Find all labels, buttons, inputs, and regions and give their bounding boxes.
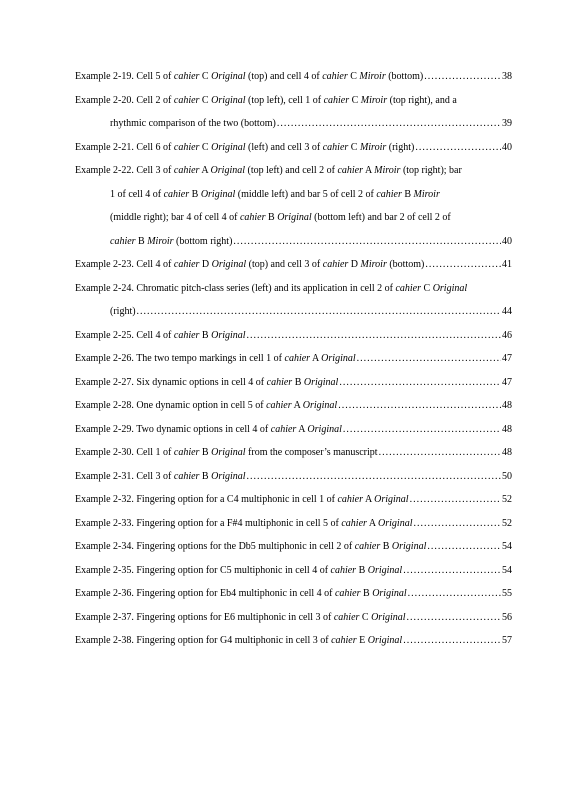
italic-term: cahier [173,71,200,82]
page-number: 52 [502,517,512,529]
title-text: B [135,235,148,247]
page-number: 40 [502,235,512,247]
italic-term: Original [200,188,236,200]
title-text: A [363,494,375,505]
title-text: Example 2-32. Fingering option for a C4 multiphonic in cell 1 of [75,494,338,505]
title-text: Example 2-23. Cell 4 of [75,259,174,270]
page-number: 57 [502,635,512,646]
italic-term: Original [211,470,246,482]
title-text: B [199,447,212,458]
italic-term: cahier [333,611,360,623]
toc-entry[interactable] [75,399,512,413]
italic-term: Original [367,635,403,646]
title-text: C [349,94,361,106]
italic-term: cahier [323,94,350,106]
title-text: B [265,212,278,223]
italic-term: Original [371,611,406,623]
italic-term: Original [211,259,247,270]
toc-entry-title [75,587,407,601]
title-text: Example 2-28. One dynamic option in cell 5 of [75,400,267,411]
toc-entry-title [110,212,451,223]
title-text: C [199,141,212,153]
toc-entry-title [110,305,136,319]
title-text: Example 2-27. Six dynamic options in cell 4 of [75,376,267,388]
page-number: 48 [502,447,512,458]
dot-leader [379,446,501,460]
toc-entry-title [75,470,246,484]
toc-entry[interactable] [75,329,512,343]
italic-term: Original [302,400,338,411]
italic-term: Original [372,588,407,599]
toc-entry-line [75,70,512,84]
title-text: D [348,259,361,270]
title-text: B [356,564,368,576]
italic-term: Original [211,94,246,106]
title-text: A [296,423,308,435]
italic-term: cahier [284,353,311,364]
italic-term: Original [211,71,246,82]
title-text: Example 2-33. Fingering option for a F#4 multiphonic in cell 5 of [75,517,342,529]
title-text: (bottom) [385,71,424,82]
title-text: Example 2-38. Fingering option for G4 multiphonic in cell 3 of [75,635,332,646]
italic-term: Original [378,517,413,529]
title-text: B [189,188,201,200]
title-text: Example 2-19. Cell 5 of [75,71,174,82]
title-text: Example 2-37. Fingering options for E6 multiphonic in cell 3 of [75,611,334,623]
title-text: C [421,282,433,294]
italic-term: Original [211,141,246,153]
dot-leader [357,352,501,366]
italic-term: cahier [341,517,367,529]
dot-leader [425,258,501,272]
toc-entry[interactable] [75,587,512,601]
title-text: A [366,517,379,529]
dot-leader [410,493,501,507]
title-text: from the composer’s manuscript [245,447,378,458]
italic-term: cahier [376,188,402,200]
italic-term: cahier [322,259,349,270]
dot-leader [407,611,501,625]
title-text: rhythmic comparison of the two (bottom) [110,118,276,129]
italic-term: cahier [173,329,200,341]
italic-term: Miroir [360,94,388,106]
title-text: (bottom left) and bar 2 of cell 2 of [311,212,451,223]
toc-entry-line [75,258,512,272]
toc-entry-title [75,611,406,625]
italic-term: Miroir [413,188,440,200]
title-text: C [199,71,212,82]
title-text: B [401,188,414,200]
title-text: Example 2-34. Fingering options for the Db5 multiphonic in cell 2 of [75,541,355,552]
toc-entry-line [75,493,512,507]
italic-term: cahier [322,71,348,82]
title-text: D [199,259,212,270]
toc-entry-title [75,141,414,155]
italic-term: cahier [266,400,292,411]
toc-entry-title [110,189,440,200]
toc-entry[interactable] [75,423,512,437]
toc-entry-title [75,352,356,366]
dot-leader [403,634,501,648]
dot-leader [415,141,501,155]
title-text: B [199,329,212,341]
toc-entry-title [75,283,467,294]
toc-entry-line [75,446,512,460]
dot-leader [137,305,501,319]
dot-leader [427,540,501,554]
dot-leader [277,117,501,131]
toc-entry-line [75,587,512,601]
page-number: 47 [502,353,512,364]
italic-term: Miroir [374,165,401,176]
italic-term: Original [432,282,468,294]
toc-entry[interactable] [75,94,512,132]
italic-term: cahier [173,94,200,106]
italic-term: Miroir [360,259,387,270]
toc-entry-title [75,493,409,507]
toc-entry[interactable] [75,611,512,625]
title-text: A [291,400,303,411]
toc-entry-line [75,376,512,390]
title-text: (bottom right) [173,235,233,247]
page-number: 54 [502,564,512,576]
title-text: Example 2-26. The two tempo markings in cell 1 of [75,353,285,364]
toc-entry-title [75,634,402,648]
toc-entry-title [75,423,342,437]
toc-entry-title [110,117,276,131]
dot-leader [338,399,501,413]
toc-entry-title [75,95,457,106]
page-number: 55 [502,588,512,599]
italic-term: cahier [163,188,190,200]
italic-term: Original [211,447,246,458]
title-text: C [199,94,212,106]
italic-term: Miroir [359,141,387,153]
title-text: C [359,611,372,623]
toc-entry[interactable] [75,141,512,155]
toc-entry[interactable] [75,540,512,554]
toc-entry-line [75,399,512,413]
toc-entry[interactable] [75,634,512,648]
dot-leader [339,376,501,390]
toc-entry-title [75,258,424,272]
toc-entry-line [75,423,512,437]
italic-term: cahier [354,541,381,552]
toc-entry-line [75,94,512,108]
toc-entry-line [75,352,512,366]
toc-entry-line [110,188,512,202]
page-number: 48 [502,423,512,435]
italic-term: cahier [173,259,200,270]
title-text: Example 2-30. Cell 1 of [75,447,174,458]
title-text: C [348,141,360,153]
toc-entry[interactable] [75,493,512,507]
title-text: Example 2-21. Cell 6 of [75,141,174,153]
toc-entry-line [110,235,512,249]
italic-term: Original [277,212,312,223]
title-text: (top) and cell 3 of [246,259,323,270]
toc-entry-line [75,470,512,484]
italic-term: cahier [334,588,361,599]
dot-leader [233,235,501,249]
italic-term: Original [374,494,409,505]
italic-term: Original [321,353,356,364]
title-text: (top right); bar [400,165,462,176]
toc-entry-line [75,164,512,178]
title-text: (left) and cell 3 of [245,141,323,153]
toc-entry[interactable] [75,376,512,390]
italic-term: cahier [173,141,200,153]
toc-entry[interactable] [75,70,512,84]
title-text: (top left), cell 1 of [245,94,324,106]
italic-term: cahier [322,141,349,153]
italic-term: cahier [173,447,200,458]
title-text: (bottom) [386,259,425,270]
title-text: A [199,165,211,176]
toc-entry[interactable] [75,517,512,531]
toc-entry-title [75,70,423,84]
italic-term: cahier [337,494,364,505]
toc-entry-line [75,540,512,554]
dot-leader [343,423,501,437]
page-number: 48 [502,400,512,411]
page-number: 46 [502,329,512,341]
italic-term: cahier [110,235,136,247]
title-text: (middle left) and bar 5 of cell 2 of [235,188,377,200]
italic-term: cahier [395,282,422,294]
title-text: Example 2-25. Cell 4 of [75,329,174,341]
title-text: B [360,588,373,599]
dot-leader [424,70,501,84]
title-text: B [292,376,304,388]
title-text: Example 2-20. Cell 2 of [75,94,174,106]
page-number: 54 [502,541,512,552]
toc-entry-line [75,517,512,531]
page-number: 47 [502,376,512,388]
title-text: (middle right); bar 4 of cell 4 of [110,212,240,223]
toc-entry-line [75,141,512,155]
dot-leader [247,329,501,343]
toc-entry-title [75,446,378,460]
toc-entry-line [75,611,512,625]
title-text: (top right), and a [387,94,457,106]
toc-entry-line [110,211,512,225]
page-number: 52 [502,494,512,505]
title-text: 1 of cell 4 of [110,188,164,200]
toc-entry-title [75,376,338,390]
toc-entry-line [110,117,512,131]
italic-term: cahier [337,165,364,176]
italic-term: cahier [330,564,357,576]
title-text: Example 2-24. Chromatic pitch-class series (left) and its application in cell 2 of [75,282,396,294]
title-text: Example 2-35. Fingering option for C5 multiphonic in cell 4 of [75,564,331,576]
italic-term: Miroir [147,235,174,247]
title-text: (top) and cell 4 of [245,71,323,82]
toc-entry-line [110,305,512,319]
italic-term: Original [211,329,246,341]
title-text: A [310,353,322,364]
italic-term: Original [307,423,342,435]
italic-term: Original [303,376,339,388]
toc-entry-title [110,235,232,249]
title-text: (top left) and cell 2 of [245,165,338,176]
italic-term: cahier [270,423,297,435]
page-number: 56 [502,611,512,623]
italic-term: Original [391,541,427,552]
title-text: A [363,165,375,176]
toc-entry-line [75,634,512,648]
title-text: C [347,71,360,82]
toc-entry[interactable] [75,446,512,460]
toc-entry-line [75,282,512,296]
italic-term: cahier [266,376,293,388]
toc-entry[interactable] [75,164,512,249]
dot-leader [408,587,501,601]
toc-entry-title [75,329,246,343]
italic-term: cahier [173,165,200,176]
page-number: 38 [502,71,512,82]
page-number: 44 [502,306,512,317]
dot-leader [403,564,501,578]
toc-entry[interactable] [75,282,512,320]
toc-entry[interactable] [75,352,512,366]
title-text: B [199,470,212,482]
title-text: (right) [110,306,136,317]
page-number: 40 [502,141,512,153]
page-number: 39 [502,118,512,129]
title-text: Example 2-36. Fingering option for Eb4 multiphonic in cell 4 of [75,588,335,599]
italic-term: Miroir [359,71,386,82]
toc-entry-title [75,517,412,531]
title-text: B [380,541,392,552]
toc-entry-title [75,540,426,554]
dot-leader [247,470,501,484]
italic-term: cahier [173,470,200,482]
italic-term: cahier [239,212,266,223]
toc-entry-title [75,564,402,578]
toc-entry[interactable] [75,258,512,272]
title-text: (right) [386,141,415,153]
page-number: 50 [502,470,512,482]
toc-entry[interactable] [75,470,512,484]
toc-entry-title [75,165,462,176]
italic-term: Original [367,564,403,576]
toc-entry-line [75,564,512,578]
toc-entry-title [75,399,337,413]
title-text: Example 2-29. Two dynamic options in cell 4 of [75,423,271,435]
toc-entry[interactable] [75,564,512,578]
toc-entry-line [75,329,512,343]
italic-term: cahier [331,635,357,646]
title-text: Example 2-31. Cell 3 of [75,470,174,482]
page-number: 41 [502,259,512,270]
italic-term: Original [210,165,245,176]
title-text: E [356,635,368,646]
dot-leader [413,517,501,531]
title-text: Example 2-22. Cell 3 of [75,165,174,176]
